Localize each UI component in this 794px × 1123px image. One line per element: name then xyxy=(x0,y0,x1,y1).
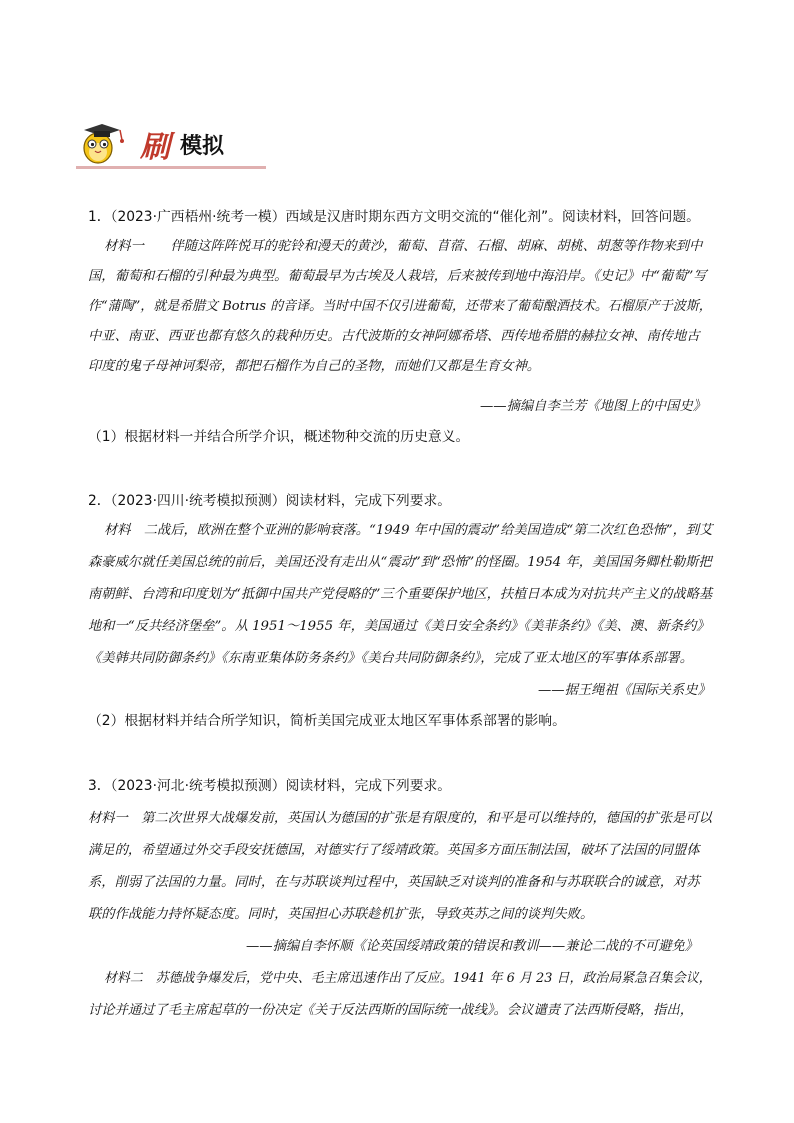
q1-material-line: 材料一 伴随这阵阵悦耳的驼铃和漫天的黄沙，葡萄、苜蓿、石榴、胡麻、胡桃、胡葱等作物来到中 xyxy=(104,239,703,254)
q2-material-line: 地和一“反共经济堡垒”。从 1951～1955 年，美国通过《美日安全条约》《美菲条约》《美、澳、新条约》 xyxy=(88,619,710,634)
q1-question: （1）根据材料一并结合所学介识，概述物种交流的历史意义。 xyxy=(88,429,470,445)
q3-material2-line: 讨论并通过了毛主席起草的一份决定《关于反法西斯的国际统一战线》。会议谴责了法西斯侵略，指出， xyxy=(88,1003,694,1018)
header-underline xyxy=(76,166,266,169)
brush-character: 刷 xyxy=(140,130,171,165)
q2-material-line: 材料 二战后，欧洲在整个亚洲的影响衰落。“1949 年中国的震动”给美国造成“第二次红色恐怖”，到艾 xyxy=(104,523,713,538)
q2-question: （2）根据材料并结合所学知识，简析美国完成亚太地区军事体系部署的影响。 xyxy=(88,713,566,729)
q1-source: ——摘编自李兰芳《地图上的中国史》 xyxy=(480,399,707,414)
q3-source1: ——摘编自李怀顺《论英国绥靖政策的错误和教训——兼论二战的不可避免》 xyxy=(246,939,699,954)
q1-stem: 1．（2023·广西梧州·统考一模）西域是汉唐时期东西方文明交流的“催化剂”。阅读材料，回答问题。 xyxy=(88,209,700,225)
q3-material1-line: 材料一 第二次世界大战爆发前，英国认为德国的扩张是有限度的，和平是可以维持的，德国的扩张是可以 xyxy=(88,811,712,826)
q1-material-line: 中亚、南亚、西亚也都有悠久的栽种历史。古代波斯的女神阿娜希塔、西传地希腊的赫拉女神、南传地古 xyxy=(88,329,700,344)
q2-material-line: 《美韩共同防御条约》《东南亚集体防务条约》《美台共同防御条约》，完成了亚太地区的军事体系部署。 xyxy=(88,651,694,666)
q1-material-line: 印度的鬼子母神诃梨帝，都把石榴作为自己的圣物，而她们又都是生育女神。 xyxy=(88,359,541,374)
q3-material1-line: 满足的，希望通过外交手段安抚德国，对德实行了绥靖政策。英国多方面压制法国，破坏了法国的同盟体 xyxy=(88,843,700,858)
q1-material-line: 作“蒲陶”，就是希腊文 Botrus 的音译。当时中国不仅引进葡萄，还带来了葡萄酿酒技术。石榴原产于波斯， xyxy=(88,299,712,314)
q2-material-line: 森豪威尔就任美国总统的前后，美国还没有走出从“震动”到“恐怖”的怪圈。1954 年，美国国务卿杜勒斯把 xyxy=(88,555,712,570)
section-title: 模拟 xyxy=(180,133,225,159)
q3-material1-line: 联的作战能力持怀疑态度。同时，英国担心苏联趁机扩张，导致英苏之间的谈判失败。 xyxy=(88,907,594,922)
q3-stem: 3．（2023·河北·统考模拟预测）阅读材料，完成下列要求。 xyxy=(88,778,452,794)
mascot-icon xyxy=(76,118,132,172)
q2-material-line: 南朝鲜、台湾和印度划为“抵御中国共产党侵略的”三个重要保护地区，扶植日本成为对抗共产主义的战略基 xyxy=(88,587,713,602)
section-header xyxy=(76,118,266,172)
q3-material1-line: 系，削弱了法国的力量。同时，在与苏联谈判过程中，英国缺乏对谈判的准备和与苏联联合的诚意，对苏 xyxy=(88,875,700,890)
q3-material2-line: 材料二 苏德战争爆发后，党中央、毛主席迅速作出了反应。1941 年 6 月 23 日，政治局紧急召集会议， xyxy=(104,971,712,986)
q1-material-line: 国，葡萄和石榴的引种最为典型。葡萄最早为古埃及人栽培，后来被传到地中海沿岸。《史记》中“葡萄”写 xyxy=(88,269,707,284)
q2-source: ——据王绳祖《国际关系史》 xyxy=(538,683,711,698)
q2-stem: 2．（2023·四川·统考模拟预测）阅读材料，完成下列要求。 xyxy=(88,493,452,509)
